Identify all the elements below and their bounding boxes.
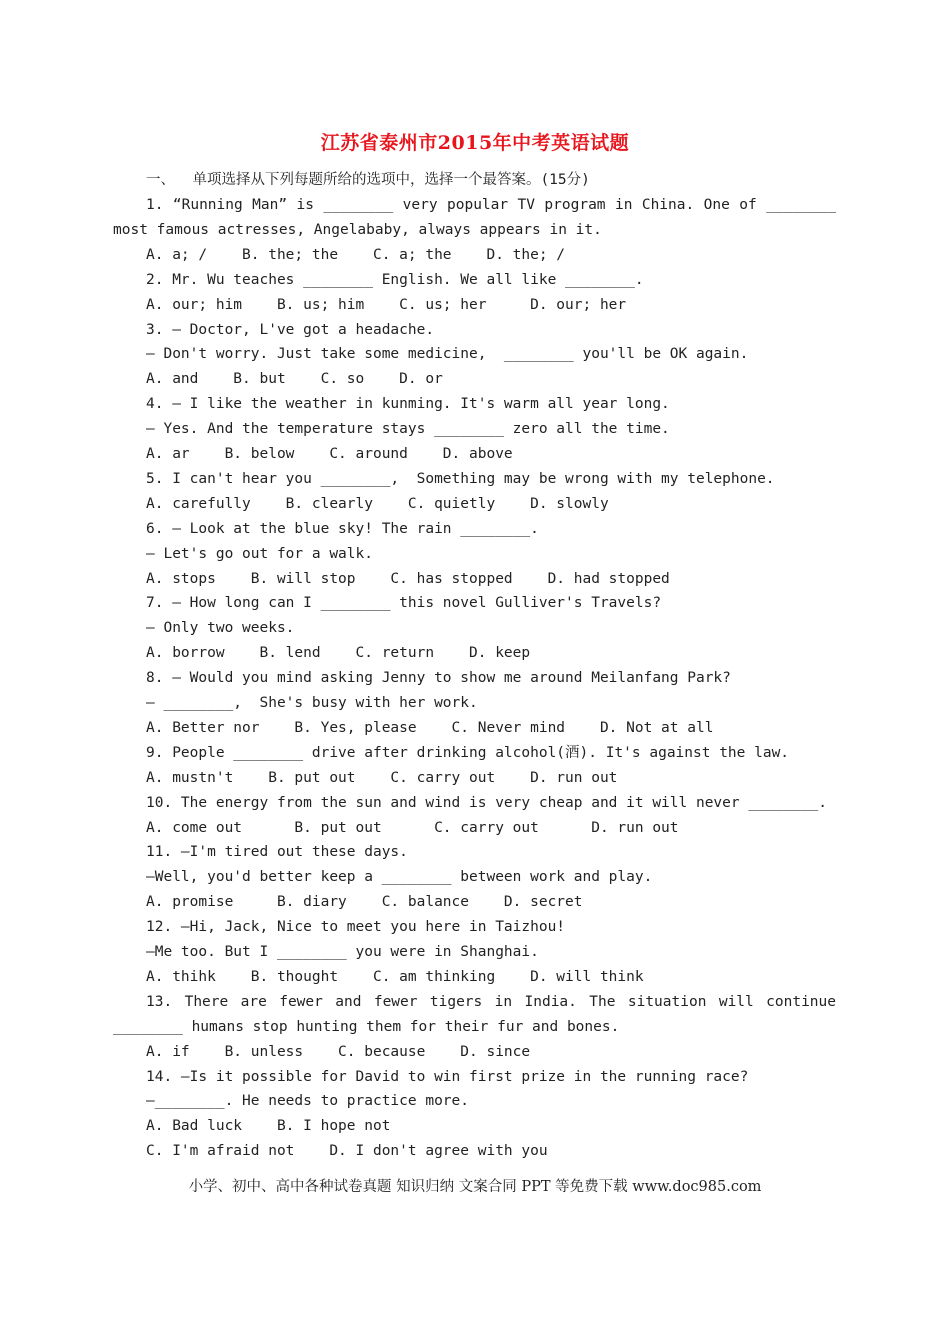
question-line: — ________, She's busy with her work. [146, 695, 478, 711]
question-line: A. thihk B. thought C. am thinking D. will think [146, 968, 644, 985]
question-line: 10. The energy from the sun and wind is very cheap and it will never ________. [146, 794, 827, 811]
question-line: A. Better nor B. Yes, please C. Never mind D. Not at all [146, 719, 714, 736]
question-line: 7. — How long can I ________ this novel Gulliver's Travels? [146, 595, 662, 612]
question-line: 12. —Hi, Jack, Nice to meet you here in Taizhou! [146, 919, 566, 936]
question-line: 1. “Running Man” is ________ very popular TV program in China. One of ________ [146, 197, 836, 213]
question-line: C. I'm afraid not D. I don't agree with you [146, 1143, 548, 1160]
question-line: 3. — Doctor, L've got a headache. [146, 321, 435, 338]
question-line: 14. —Is it possible for David to win first prize in the running race? [146, 1068, 749, 1085]
question-line: ________ humans stop hunting them for their fur and bones. [113, 1018, 620, 1035]
question-line: —________. He needs to practice more. [146, 1093, 470, 1110]
question-line: A. our; him B. us; him C. us; her D. our; her [146, 296, 627, 313]
question-line: 6. — Look at the blue sky! The rain ________. [146, 520, 539, 537]
question-line: A. stops B. will stop C. has stopped D. had stopped [146, 570, 670, 587]
question-line: A. borrow B. lend C. return D. keep [146, 645, 531, 662]
question-line: 2. Mr. Wu teaches ________ English. We all like ________. [146, 271, 644, 288]
question-line: —Me too. But I ________ you were in Shanghai. [146, 944, 539, 960]
question-line: — Don't worry. Just take some medicine, ________ you'll be OK again. [146, 346, 749, 363]
question-line: 5. I can't hear you ________, Something may be wrong with my telephone. [146, 470, 775, 487]
question-line: A. promise B. diary C. balance D. secret [146, 894, 583, 911]
question-line: A. come out B. put out C. carry out D. run out [146, 819, 679, 836]
question-line: most famous actresses, Angelababy, always appears in it. [113, 221, 602, 238]
question-line: A. carefully B. clearly C. quietly D. slowly [146, 495, 609, 512]
question-line: — Yes. And the temperature stays ________ zero all the time. [146, 421, 670, 438]
question-line: 13. There are fewer and fewer tigers in India. The situation will continue [146, 993, 836, 1010]
question-line: A. ar B. below C. around D. above [146, 446, 513, 462]
question-line: A. a; / B. the; the C. a; the D. the; / [146, 246, 566, 263]
question-line: A. and B. but C. so D. or [146, 371, 443, 388]
question-line: —Well, you'd better keep a ________ between work and play. [146, 869, 653, 886]
question-line: 8. — Would you mind asking Jenny to show me around Meilanfang Park? [146, 670, 731, 687]
footer-text: 小学、初中、高中各种试卷真题 知识归纳 文案合同 PPT 等免费下载 www.doc985.com [188, 1179, 762, 1195]
question-line: A. Bad luck B. I hope not [146, 1118, 391, 1135]
question-line: — Only two weeks. [146, 620, 295, 637]
page-title: 江苏省泰州市2015年中考英语试题 [320, 132, 630, 154]
question-line: — Let's go out for a walk. [146, 545, 373, 562]
question-line: 9. People ________ drive after drinking alcohol(酒). It's against the law. [146, 744, 790, 761]
question-line: A. if B. unless C. because D. since [146, 1043, 531, 1060]
question-line: A. mustn't B. put out C. carry out D. run out [146, 769, 618, 786]
question-line: 4. — I like the weather in kunming. It's warm all year long. [146, 396, 670, 413]
question-line: 11. —I'm tired out these days. [146, 844, 408, 861]
section-heading: 一、 单项选择从下列每题所给的选项中，选择一个最答案。(15分) [146, 172, 590, 188]
